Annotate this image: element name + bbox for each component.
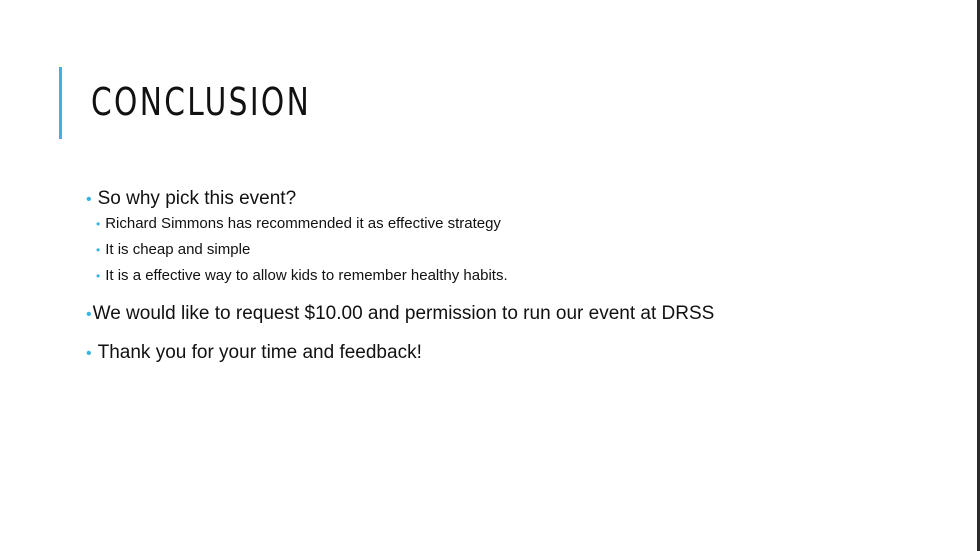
bullet-dot-icon: •	[96, 217, 101, 231]
bullet-text: It is cheap and simple	[105, 241, 251, 258]
bullet-text: So why pick this event?	[97, 188, 297, 209]
bullet-dot-icon: •	[96, 269, 101, 283]
bullet-item	[86, 188, 296, 210]
sub-bullet-item	[96, 241, 250, 258]
bullet-text: It is a effective way to allow kids to remember healthy habits.	[105, 267, 508, 284]
bullet-dot-icon: •	[86, 345, 92, 362]
bullet-dot-icon: •	[86, 191, 92, 208]
slide-title: CONCLUSION	[91, 80, 312, 124]
bullet-dot-icon: •	[96, 243, 101, 257]
bullet-item	[86, 303, 714, 325]
bullet-text: We would like to request $10.00 and permission to run our event at DRSS	[92, 303, 715, 324]
title-accent-bar	[59, 67, 62, 139]
bullet-text: Thank you for your time and feedback!	[97, 342, 422, 363]
bullet-item	[86, 342, 422, 364]
bullet-dot-icon: •	[86, 306, 92, 323]
sub-bullet-item	[96, 267, 508, 284]
bullet-text: Richard Simmons has recommended it as effective strategy	[105, 215, 501, 232]
sub-bullet-item	[96, 215, 501, 232]
